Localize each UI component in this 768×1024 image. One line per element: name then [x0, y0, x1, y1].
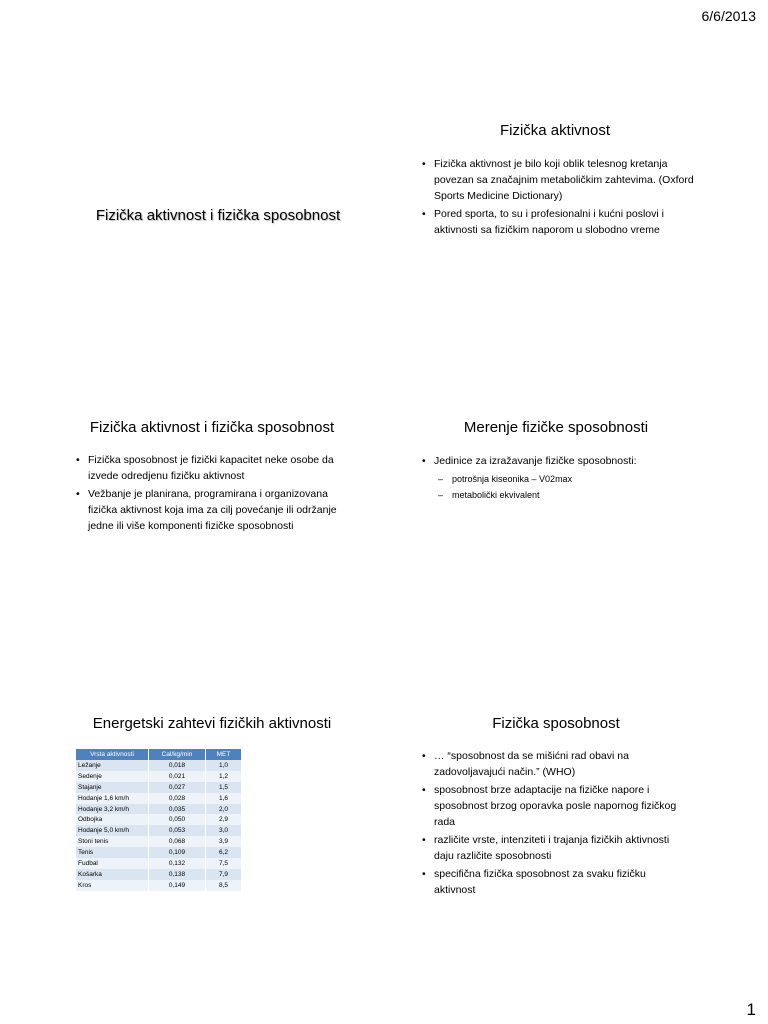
slide2 — [400, 121, 700, 240]
slide4-bullet: • Jedinice za izražavanje fizičke sposobnosti: — [420, 453, 720, 469]
table-row — [76, 804, 242, 815]
slide4-sub-bullets — [400, 471, 720, 503]
cal-cell: 0,035 — [149, 804, 206, 815]
page-date: 6/6/2013 — [701, 8, 756, 24]
table-row — [76, 771, 242, 782]
slide2-bullet: • Fizička aktivnost je bilo koji oblik telesnog kretanja povezan sa značajnim metaboličkim zahtevima. (Oxford Sports Medicine Dictionary) — [420, 156, 700, 204]
slide3-bullet: • Fizička sposobnost je fizički kapacitet neke osobe da izvede odredjenu fizičku aktivnost — [74, 452, 344, 484]
met-cell: 7,5 — [206, 858, 242, 869]
table-row — [76, 760, 242, 771]
table-header: Vrsta aktivnosti — [76, 749, 149, 760]
met-cell: 2,9 — [206, 814, 242, 825]
activity-cell: Odbojka — [76, 814, 149, 825]
slide3 — [52, 418, 372, 536]
activity-cell: Kros — [76, 880, 149, 891]
cal-cell: 0,149 — [149, 880, 206, 891]
table-row — [76, 847, 242, 858]
table-row — [76, 880, 242, 891]
table-header: MET — [206, 749, 242, 760]
slide4-sub-bullet: – metabolički ekvivalent — [438, 487, 720, 503]
activity-cell: Stajanje — [76, 782, 149, 793]
met-cell: 3,0 — [206, 825, 242, 836]
slide4-title: Merenje fizičke sposobnosti — [463, 419, 649, 436]
slide4-bullets — [400, 453, 720, 469]
cal-cell: 0,138 — [149, 869, 206, 880]
activity-cell: Košarka — [76, 869, 149, 880]
activity-cell: Fudbal — [76, 858, 149, 869]
cal-cell: 0,018 — [149, 760, 206, 771]
slide3-bullet: • Vežbanje je planirana, programirana i organizovana fizička aktivnost koja ima za cilj povećanje ili održanje jedne ili više komponenti fizičke sposobnosti — [74, 486, 344, 534]
slide6-bullet: • specifična fizička sposobnost za svaku fizičku aktivnost — [420, 866, 690, 898]
table-row — [76, 782, 242, 793]
cal-cell: 0,132 — [149, 858, 206, 869]
met-cell: 1,2 — [206, 771, 242, 782]
met-cell: 1,6 — [206, 793, 242, 804]
cal-cell: 0,109 — [149, 847, 206, 858]
table-row — [76, 869, 242, 880]
slide6-bullet: • … “sposobnost da se mišićni rad obavi na zadovoljavajući način.” (WHO) — [420, 748, 690, 780]
slide6-bullet: • različite vrste, intenziteti i trajanja fizičkih aktivnosti daju različite sposobnosti — [420, 832, 690, 864]
met-cell: 6,2 — [206, 847, 242, 858]
activity-cell: Hodanje 5,0 km/h — [76, 825, 149, 836]
cal-cell: 0,050 — [149, 814, 206, 825]
activity-cell: Tenis — [76, 847, 149, 858]
slide4 — [400, 418, 720, 503]
cal-cell: 0,068 — [149, 836, 206, 847]
table-row — [76, 836, 242, 847]
met-cell: 1,0 — [206, 760, 242, 771]
slide6-title: Fizička sposobnost — [492, 715, 620, 732]
slide1-title: Fizička aktivnost i fizička sposobnost — [95, 207, 341, 224]
slide5 — [52, 714, 372, 734]
activity-cell: Hodanje 3,2 km/h — [76, 804, 149, 815]
met-cell: 7,9 — [206, 869, 242, 880]
met-cell: 3,9 — [206, 836, 242, 847]
activity-cell: Hodanje 1,6 km/h — [76, 793, 149, 804]
table-body — [76, 760, 242, 891]
table-header-row — [76, 749, 242, 760]
met-cell: 1,5 — [206, 782, 242, 793]
cal-cell: 0,028 — [149, 793, 206, 804]
table-row — [76, 814, 242, 825]
cal-cell: 0,021 — [149, 771, 206, 782]
met-cell: 8,5 — [206, 880, 242, 891]
slide3-title: Fizička aktivnost i fizička sposobnost — [89, 419, 335, 436]
slide6 — [400, 714, 720, 900]
cal-cell: 0,053 — [149, 825, 206, 836]
table-row — [76, 793, 242, 804]
slide2-bullet: • Pored sporta, to su i profesionalni i kućni poslovi i aktivnosti sa fizičkim naporom u slobodno vreme — [420, 206, 700, 238]
table-row — [76, 858, 242, 869]
slide6-bullets — [400, 748, 690, 898]
table-header: Cal/kg/min — [149, 749, 206, 760]
slide2-bullets — [400, 156, 700, 238]
activity-cell: Ležanje — [76, 760, 149, 771]
table-row — [76, 825, 242, 836]
slide6-bullet: • sposobnost brze adaptacije na fizičke napore i sposobnost brzog oporavka posle napornog fizičkog rada — [420, 782, 690, 830]
slide2-title: Fizička aktivnost — [499, 122, 611, 139]
page-number: 1 — [746, 1000, 756, 1019]
slide5-title: Energetski zahtevi fizičkih aktivnosti — [92, 715, 332, 732]
slide4-sub-bullet: – potrošnja kiseonika – V02max — [438, 471, 720, 487]
met-cell: 2,0 — [206, 804, 242, 815]
slide3-bullets — [52, 452, 344, 534]
energy-table — [76, 749, 242, 891]
activity-cell: Stoni tenis — [76, 836, 149, 847]
activity-cell: Sedenje — [76, 771, 149, 782]
cal-cell: 0,027 — [149, 782, 206, 793]
